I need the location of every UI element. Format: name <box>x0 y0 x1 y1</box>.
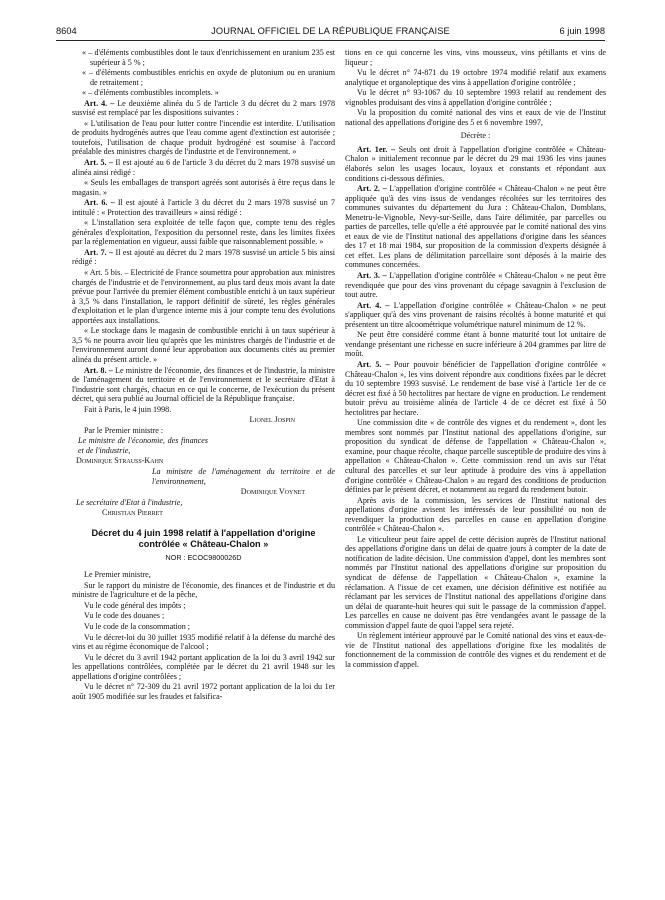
article-label: Art. 4. – <box>84 98 115 108</box>
article-4 <box>72 99 335 118</box>
article-paragraph: Après avis de la commission, les services de l'Institut national des appellations d'origine avisent les intéressés de leur possibilité ou non de revendiquer la production des parcelles en cause en appellation d'origine contrôlée « Château-Chalon ». <box>345 495 606 534</box>
article-8 <box>72 366 335 404</box>
vu-clause: Vu le code général des impôts ; <box>84 600 186 610</box>
decree-title: Décret du 4 juin 1998 relatif à l'appellation d'origine contrôlée « Château-Chalon » <box>91 527 316 549</box>
signing-place-date: Fait à Paris, le 4 juin 1998. <box>84 404 172 414</box>
article-label: Art. 8. – <box>84 365 113 375</box>
article-quote: « Le stockage dans le magasin de combustible enrichi à un taux supérieur à 3,5 % ne pourra avoir lieu qu'après que les ministres chargés de l'industrie et de l'environnement auront donné leur approbation aux documents cités au premier alinéa du présent article. » <box>72 326 335 364</box>
article-5 <box>72 158 335 177</box>
nor-reference: NOR : ECOC9800026D <box>165 552 242 562</box>
continued-text: tions en ce qui concerne les vins, vins mousseux, vins pétillants et vins de liqueur ; <box>345 48 606 67</box>
article-quote: « Seuls les emballages de transport agréés sont autorisés à être reçus dans le magasin. » <box>72 178 335 197</box>
rapport-text: Sur le rapport du ministre de l'économie, des finances et de l'industrie et du ministre de l'agriculture et de la pêche, <box>72 580 335 600</box>
article-text: Le deuxième alinéa du 5 de l'article 3 du décret du 2 mars 1978 susvisé est remplacé par les dispositions suivantes : <box>72 98 335 118</box>
article-quote: « Art. 5 bis. – Electricité de France soumettra pour approbation aux ministres chargés de l'industrie et de l'environnement, au plus tard deux mois avant la date prévue pour l'arrivée du premier élément combustible enrichi à un taux supérieur à 3,5 % dans l'installation, le rapport définitif de sûreté, les règles générales d'exploitation et le plan d'urgence interne mis à jour compte tenu des évolutions apportées aux installations. <box>72 268 335 325</box>
article-quote: « L'installation sera exploitée de telle façon que, compte tenu des règles générales d'exploitation, l'exposition du personnel reste, dans les limites fixées par la réglementation en vigueur, aussi faible que raisonnablement possible. » <box>72 218 335 247</box>
article-text: L'appellation d'origine contrôlée « Château-Chalon » ne peut s'appliquer qu'à des vins provenant de raisins récoltés à bonne maturité et qui présentent un titre alcoométrique volumétrique naturel minimum de 12 %. <box>345 300 606 329</box>
prime-minister-heading: Le Premier ministre, <box>84 570 151 580</box>
article-text: L'appellation d'origine contrôlée « Château-Chalon » ne peut être appliquée qu'à des vins issus de vendanges récoltées sur les territoires des communes suivantes du département du Jura : Château-Chalon, Domblans, Menetru-le-Vignoble, Nevy-sur-Seille, dans l'aire délimitée, par parcelles ou parties de parcelles, telle qu'elle a été approuvée par le comité national des vins et eaux de vie de l'Institut national des appellations d'origine dans les séances des 17 et 18 mai 1984, sur proposition de la commission d'experts désignée à cet effet. Les plans de délimitation parcellaire sont déposés à la mairie des communes concernées. <box>345 184 606 270</box>
article-text: Seuls ont droit à l'appellation d'origine contrôlée « Château-Chalon » initialement reconnue par le décret du 29 mai 1936 les vins jaunes élaborés selon les usages locaux, loyaux et constants et répondant aux conditions ci-dessous définies. <box>345 144 606 183</box>
article-paragraph: Une commission dite « de contrôle des vignes et du rendement », dont les membres sont nommés par l'Institut national des appellations d'origine, sur proposition du syndicat de défense de l'appellation « Château-Chalon », examine, pour chaque récolte, chaque parcelle susceptible de produire des vins à appellation « Château-Chalon ». Cette commission rend un avis sur l'état cultural des parcelles et sur leur aptitude à produire des vins à appellation d'origine contrôlée « Château-Chalon » au regard des conditions de production définies par le présent décret, et notamment au regard du rendement butoir. <box>345 418 606 495</box>
right-column <box>345 48 606 670</box>
article-2 <box>345 184 606 270</box>
article-label: Art. 2. – <box>357 184 387 194</box>
article-text: Le ministre de l'économie, des finances et de l'industrie, la ministre de l'aménagement du territoire et de l'environnement et le secrétaire d'Etat à l'industrie sont chargés, chacun en ce qui le concerne, de l'exécution du présent décret, qui sera publié au Journal officiel de la République française. <box>72 365 335 404</box>
vu-clause: Vu le code des douanes ; <box>84 611 165 621</box>
minister-environment-name: Dominique Voynet <box>240 487 305 497</box>
left-column <box>72 48 335 702</box>
article-paragraph: Un règlement intérieur approuvé par le Comité national des vins et eaux-de-vie de l'Institut national des appellations d'origine fixe les modalités de fonctionnement de la commission de contrôle des vignes et du rendement et de la commission d'appel. <box>345 631 606 669</box>
article-label: Art. 5. – <box>357 359 390 369</box>
vu-clause: Vu le décret n° 72-309 du 21 avril 1972 portant application de la loi du 1er août 1905 modifiée sur les fraudes et falsifica- <box>72 682 335 701</box>
signature-prime-minister: Lionel Jospin <box>249 415 295 425</box>
journal-title: JOURNAL OFFICIEL DE LA RÉPUBLIQUE FRANÇAISE <box>211 26 450 36</box>
article-quote: « L'utilisation de l'eau pour lutter contre l'incendie est interdite. L'utilisation de produits hydrogénés autres que l'eau comme agent d'extinction est autorisée ; toutefois, l'utilisation de chaque produit hydrogéné est soumise à l'accord préalable des ministres chargés de l'industrie et de l'environnement. » <box>72 118 335 157</box>
minister-economy-title: Le ministre de l'économie, des finances et de l'industrie, <box>78 436 208 455</box>
vu-clause: Vu le décret du 3 avril 1942 portant application de la loi du 3 avril 1942 sur les appellations contrôlées, complétée par le décret du 21 avril 1948 sur les appellations d'origine contrôlées ; <box>72 652 335 681</box>
article-label: Art. 5. – <box>84 158 113 168</box>
article-text: Il est ajouté au décret du 2 mars 1978 susvisé un article 5 bis ainsi rédigé : <box>72 247 335 267</box>
article-text: Il est ajouté à l'article 3 du décret du 2 mars 1978 susvisé un 7 intitulé : « Protection des travailleurs » ainsi rédigé : <box>72 198 335 217</box>
secretary-name: Christian Pierret <box>102 508 163 518</box>
by-prime-minister: Par le Premier ministre : <box>84 425 164 435</box>
article-4-aoc <box>345 301 606 330</box>
article-7 <box>72 248 335 267</box>
minister-environment-title: La ministre de l'aménagement du territoire et de l'environnement, <box>152 466 335 486</box>
article-text: L'appellation d'origine contrôlée « Château-Chalon » ne peut être revendiquée que pour des vins provenant du cépage savagnin à l'exclusion de tout autre. <box>345 271 606 300</box>
list-item: « – d'éléments combustibles incomplets. » <box>82 88 219 98</box>
list-item: « – d'éléments combustibles enrichis en oxyde de plutonium ou en uranium de retraitement ; <box>82 68 335 87</box>
article-1 <box>345 145 606 183</box>
article-6 <box>72 198 335 217</box>
decrete-heading: Décrète : <box>460 131 491 141</box>
article-label: Art. 6. – <box>84 198 115 208</box>
vu-clause: Vu le décret-loi du 30 juillet 1935 modifié relatif à la défense du marché des vins et au régime économique de l'alcool ; <box>72 632 335 652</box>
issue-date: 6 juin 1998 <box>559 26 605 36</box>
header-rule <box>56 40 605 41</box>
secretary-title: Le secrétaire d'Etat à l'industrie, <box>76 497 183 507</box>
article-5-aoc <box>345 360 606 417</box>
article-paragraph: Ne peut être considéré comme étant à bonne maturité tout lot unitaire de vendange présentant une richesse en sucre inférieure à 204 grammes par litre de moût. <box>345 330 606 359</box>
vu-clause: Vu le décret n° 93-1067 du 10 septembre 1993 relatif au rendement des vignobles produisant des vins à appellation d'origine contrôlée ; <box>345 88 606 107</box>
article-label: Art. 7. – <box>84 247 114 257</box>
article-label: Art. 1er. – <box>357 144 395 154</box>
vu-clause: Vu le code de la consommation ; <box>84 621 191 631</box>
page-number: 8604 <box>56 26 77 36</box>
article-paragraph: Le viticulteur peut faire appel de cette décision auprès de l'Institut national des appellations d'origine dans un délai de quatre jours à compter de la date de notification de ladite décision. Une commission d'appel, dont les membres sont nommés par l'Institut national des appellations d'origine sur proposition du syndicat de défense de l'appellation « Château-Chalon », examine la réclamation. A l'issue de cet examen, une décision définitive est notifiée au réclamant par les services de l'Institut national des appellations d'origine dans un délai de quarante-huit heures qui suit le passage de la commission d'appel. Les parcelles en cause ne doivent pas être vendangées avant le passage de la commission d'appel faute de quoi l'appel sera rejeté. <box>345 534 606 630</box>
article-3 <box>345 271 606 300</box>
minister-economy-name: Dominique Strauss-Kahn <box>76 456 164 466</box>
vu-clause: Vu le décret n° 74-871 du 19 octobre 1974 modifié relatif aux examens analytique et organoleptique des vins à appellation d'origine contrôlée ; <box>345 68 606 87</box>
list-item: « – d'éléments combustibles dont le taux d'enrichissement en uranium 235 est supérieur à 5 % ; <box>82 48 335 67</box>
page-header <box>56 26 605 38</box>
article-text: Il est ajouté au 6 de l'article 3 du décret du 2 mars 1978 susvisé un alinéa ainsi rédigé : <box>72 158 336 177</box>
article-label: Art. 3. – <box>357 271 387 281</box>
article-label: Art. 4. – <box>357 300 390 310</box>
article-text: Pour pouvoir bénéficier de l'appellation d'origine contrôlée « Château-Chalon », les vins doivent répondre aux conditions fixées par le décret du 10 septembre 1993 susvisé. Le rendement de base visé à l'article 1er de ce décret est fixé à 50 hectolitres par hectare de vigne en production. Le rendement butoir prévu au troisième alinéa de l'article 4 de ce décret est fixé à 50 hectolitres par hectare. <box>345 359 606 417</box>
vu-clause: Vu la proposition du comité national des vins et eaux de vie de l'Institut national des appellations d'origine des 5 et 6 novembre 1997, <box>345 108 606 127</box>
